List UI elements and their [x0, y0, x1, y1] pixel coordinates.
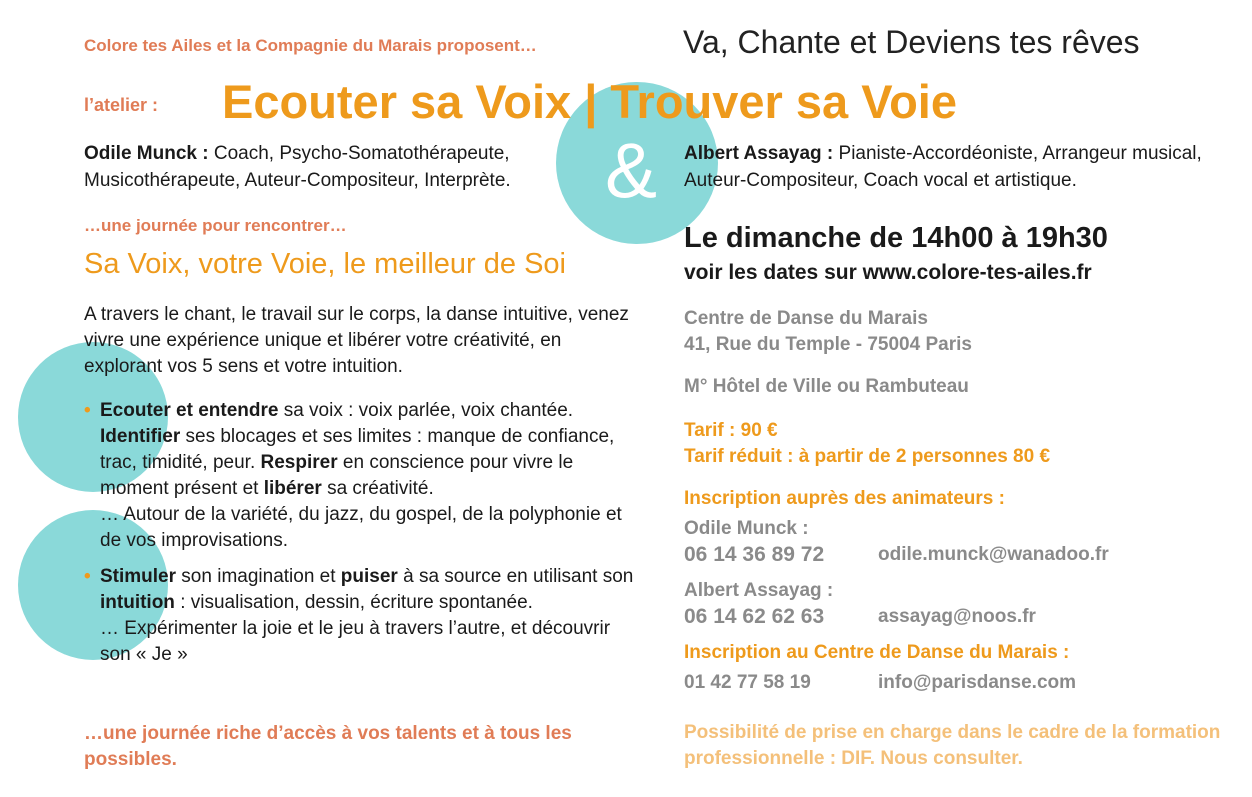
presenter-albert	[684, 140, 1229, 194]
bullet-text: ses blocages et ses limites : manque de confiance, trac, timidité, peur.	[100, 426, 615, 473]
bullet-item-voice	[84, 398, 644, 554]
workshop-title: Ecouter sa Voix | Trouver sa Voie	[222, 75, 957, 128]
bullet-mark: •	[84, 566, 91, 587]
bullet-text: : visualisation, dessin, écriture spontanée.	[174, 592, 533, 613]
bold-phrase: puiser	[340, 566, 398, 587]
contact-phone[interactable]: 06 14 62 62 63	[684, 605, 825, 628]
metro-info: M° Hôtel de Ville ou Rambuteau	[684, 376, 969, 397]
venue-address: 41, Rue du Temple - 75004 Paris	[684, 334, 972, 355]
bold-phrase: intuition	[100, 592, 175, 613]
bullet-mark: •	[84, 400, 91, 421]
presenter-name: Odile Munck :	[84, 143, 209, 164]
bold-phrase: Ecouter et entendre	[100, 400, 279, 421]
intro-line: Colore tes Ailes et la Compagnie du Marais proposent…	[84, 36, 537, 55]
presenter-description: Pianiste-Accordéoniste, Arrangeur musical, Auteur-Compositeur, Coach vocal et artistique.	[684, 143, 1202, 191]
tagline: Va, Chante et Deviens tes rêves	[683, 24, 1140, 60]
bullet-item-imagination	[84, 564, 644, 668]
bullet-text: sa voix : voix parlée, voix chantée.	[278, 400, 574, 421]
bullet-text: à sa source en utilisant son	[397, 566, 634, 587]
intro-paragraph: A travers le chant, le travail sur le corps, la danse intuitive, venez vivre une expérience unique et libérer votre créativité, en explorant vos 5 sens et votre intuition.	[84, 304, 629, 377]
bold-phrase: Respirer	[260, 452, 338, 473]
inscription-centre-heading: Inscription au Centre de Danse du Marais :	[684, 642, 1070, 663]
inscription-animateurs-heading: Inscription auprès des animateurs :	[684, 488, 1005, 509]
dates-website-link[interactable]: voir les dates sur www.colore-tes-ailes.fr	[684, 261, 1092, 284]
contact-phone[interactable]: 06 14 36 89 72	[684, 543, 825, 566]
tarif-reduit: Tarif réduit : à partir de 2 personnes 80 €	[684, 446, 1051, 467]
centre-email[interactable]: info@parisdanse.com	[878, 672, 1077, 693]
contact-name: Albert Assayag :	[684, 580, 834, 601]
atelier-label: l’atelier :	[84, 95, 159, 115]
funding-note: Possibilité de prise en charge dans le cadre de la formation professionnelle : DIF. Nous consulter.	[684, 722, 1221, 769]
bold-phrase: Stimuler	[100, 566, 177, 587]
bullet-text: sa créativité.	[321, 478, 434, 499]
bold-phrase: libérer	[263, 478, 322, 499]
bullet-extra: … Expérimenter la joie et le jeu à travers l’autre, et découvrir son « Je »	[100, 618, 611, 665]
section-heading: …une journée pour rencontrer…	[84, 216, 347, 235]
venue-name: Centre de Danse du Marais	[684, 308, 928, 329]
presenter-description: Coach, Psycho-Somatothérapeute, Musicothérapeute, Auteur-Compositeur, Interprète.	[84, 143, 511, 191]
schedule-title: Le dimanche de 14h00 à 19h30	[684, 222, 1108, 254]
conclusion: …une journée riche d’accès à vos talents et à tous les possibles.	[84, 723, 572, 770]
bullet-text: en conscience pour vivre le moment présent et	[100, 452, 574, 499]
subtitle: Sa Voix, votre Voie, le meilleur de Soi	[84, 248, 566, 280]
bullet-extra: … Autour de la variété, du jazz, du gospel, de la polyphonie et de vos improvisations.	[100, 504, 622, 551]
bullet-text: son imagination et	[176, 566, 341, 587]
presenter-odile	[84, 140, 604, 194]
contact-email[interactable]: odile.munck@wanadoo.fr	[878, 544, 1109, 565]
contact-email[interactable]: assayag@noos.fr	[878, 606, 1036, 627]
tarif: Tarif : 90 €	[684, 420, 778, 441]
presenter-name: Albert Assayag :	[684, 143, 834, 164]
ampersand: &	[605, 126, 658, 214]
centre-phone[interactable]: 01 42 77 58 19	[684, 672, 811, 693]
bold-phrase: Identifier	[100, 426, 181, 447]
contact-name: Odile Munck :	[684, 518, 809, 539]
